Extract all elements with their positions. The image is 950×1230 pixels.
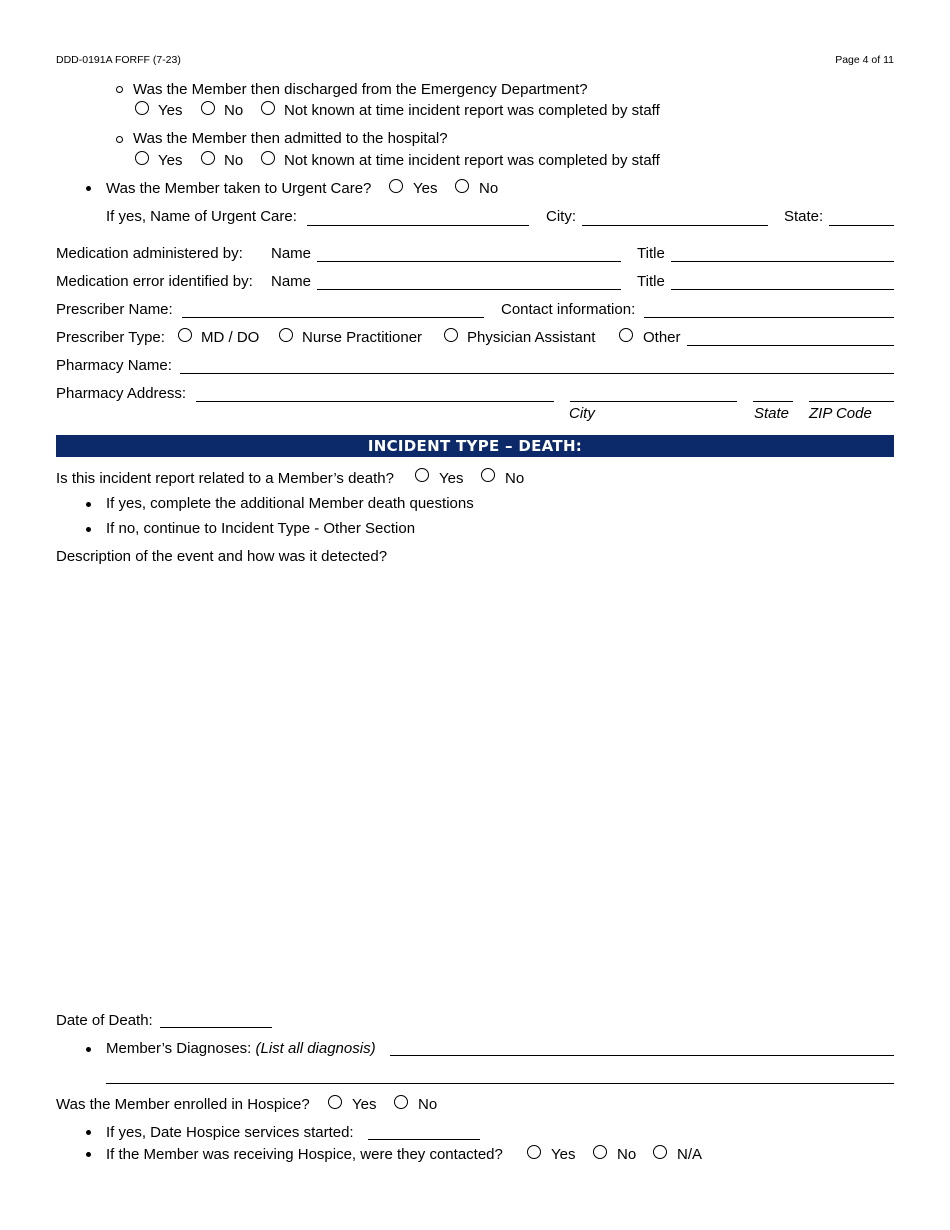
radio-label: Physician Assistant — [467, 329, 596, 346]
diagnoses-label: Member’s Diagnoses: — [106, 1040, 252, 1057]
radio-label: Not known at time incident report was completed by staff — [284, 152, 660, 169]
sub-bullet — [116, 136, 123, 143]
pharmacy-zip-field[interactable] — [809, 401, 894, 402]
prescriber-name-field[interactable] — [182, 317, 484, 318]
radio-label: Yes — [352, 1096, 377, 1113]
death-bullet-yes: If yes, complete the additional Member death questions — [106, 495, 474, 512]
hospital-admitted-no-radio[interactable] — [201, 151, 215, 165]
urgent-care-city-label: City: — [546, 208, 576, 225]
name-label: Name — [271, 245, 312, 262]
hospice-start-label: If yes, Date Hospice services started: — [106, 1124, 354, 1141]
urgent-care-name-label: If yes, Name of Urgent Care: — [106, 208, 297, 225]
radio-label: Yes — [158, 102, 183, 119]
contact-information-field[interactable] — [644, 317, 894, 318]
incident-type-death-banner: INCIDENT TYPE – DEATH: — [56, 435, 894, 457]
hospice-no-radio[interactable] — [394, 1095, 408, 1109]
city-caption: City — [569, 405, 595, 422]
medication-administered-label: Medication administered by: — [56, 245, 243, 262]
urgent-care-yes-radio[interactable] — [389, 179, 403, 193]
description-field[interactable] — [56, 573, 894, 1003]
prescriber-other-field[interactable] — [687, 345, 894, 346]
pharmacy-street-field[interactable] — [196, 401, 554, 402]
death-no-radio[interactable] — [481, 468, 495, 482]
radio-label: No — [479, 180, 499, 197]
title-label: Title — [637, 273, 665, 290]
radio-label: Nurse Practitioner — [302, 329, 423, 346]
pharmacy-name-label: Pharmacy Name: — [56, 357, 172, 374]
radio-label: No — [224, 102, 244, 119]
medication-error-title-field[interactable] — [671, 289, 894, 290]
radio-label: Yes — [413, 180, 438, 197]
sub-bullet — [116, 86, 123, 93]
hospice-contacted-yes-radio[interactable] — [527, 1145, 541, 1159]
diagnoses-label-group — [106, 1040, 376, 1058]
bullet — [86, 502, 91, 507]
radio-label: Yes — [158, 152, 183, 169]
prescriber-pa-radio[interactable] — [444, 328, 458, 342]
hospital-admitted-yes-radio[interactable] — [135, 151, 149, 165]
hospital-admitted-question: Was the Member then admitted to the hospital? — [133, 130, 448, 147]
bullet — [86, 1047, 91, 1052]
urgent-care-state-field[interactable] — [829, 225, 894, 226]
medication-error-name-field[interactable] — [317, 289, 621, 290]
prescriber-name-label: Prescriber Name: — [56, 301, 173, 318]
radio-label: MD / DO — [201, 329, 260, 346]
bullet — [86, 186, 91, 191]
medication-administered-title-field[interactable] — [671, 261, 894, 262]
date-of-death-label: Date of Death: — [56, 1012, 153, 1029]
radio-label: Not known at time incident report was completed by staff — [284, 102, 660, 119]
ed-discharged-no-radio[interactable] — [201, 101, 215, 115]
urgent-care-state-label: State: — [784, 208, 824, 225]
radio-label: Yes — [439, 470, 464, 487]
ed-discharged-yes-radio[interactable] — [135, 101, 149, 115]
prescriber-md-do-radio[interactable] — [178, 328, 192, 342]
urgent-care-question: Was the Member taken to Urgent Care? — [106, 180, 372, 197]
urgent-care-no-radio[interactable] — [455, 179, 469, 193]
diagnoses-field-line-2[interactable] — [106, 1083, 894, 1084]
bullet — [86, 1130, 91, 1135]
prescriber-type-label: Prescriber Type: — [56, 329, 165, 346]
radio-label: Other — [643, 329, 681, 346]
title-label: Title — [637, 245, 665, 262]
bullet — [86, 1152, 91, 1157]
date-of-death-field[interactable] — [160, 1027, 272, 1028]
ed-discharged-unknown-radio[interactable] — [261, 101, 275, 115]
hospice-question: Was the Member enrolled in Hospice? — [56, 1096, 310, 1113]
medication-administered-name-field[interactable] — [317, 261, 621, 262]
radio-label: No — [505, 470, 525, 487]
prescriber-other-radio[interactable] — [619, 328, 633, 342]
hospice-start-date-field[interactable] — [368, 1139, 480, 1140]
radio-label: No — [617, 1146, 637, 1163]
death-yes-radio[interactable] — [415, 468, 429, 482]
urgent-care-name-field[interactable] — [307, 225, 529, 226]
death-bullet-no: If no, continue to Incident Type - Other Section — [106, 520, 416, 537]
medication-error-label: Medication error identified by: — [56, 273, 253, 290]
diagnoses-hint: (List all diagnosis) — [255, 1040, 376, 1057]
hospital-admitted-unknown-radio[interactable] — [261, 151, 275, 165]
radio-label: N/A — [677, 1146, 703, 1163]
hospice-yes-radio[interactable] — [328, 1095, 342, 1109]
hospice-contacted-question: If the Member was receiving Hospice, were they contacted? — [106, 1146, 503, 1163]
urgent-care-city-field[interactable] — [582, 225, 768, 226]
description-label: Description of the event and how was it detected? — [56, 548, 388, 565]
zip-caption: ZIP Code — [809, 405, 872, 422]
hospice-contacted-na-radio[interactable] — [653, 1145, 667, 1159]
hospice-contacted-no-radio[interactable] — [593, 1145, 607, 1159]
contact-information-label: Contact information: — [501, 301, 636, 318]
state-caption: State — [754, 405, 790, 422]
pharmacy-state-field[interactable] — [753, 401, 793, 402]
prescriber-np-radio[interactable] — [279, 328, 293, 342]
pharmacy-address-label: Pharmacy Address: — [56, 385, 187, 402]
form-id: DDD-0191A FORFF (7-23) — [56, 54, 181, 66]
radio-label: No — [224, 152, 244, 169]
name-label: Name — [271, 273, 312, 290]
radio-label: No — [418, 1096, 438, 1113]
radio-label: Yes — [551, 1146, 576, 1163]
death-question: Is this incident report related to a Member’s death? — [56, 470, 394, 487]
diagnoses-field-line-1[interactable] — [390, 1055, 894, 1056]
pharmacy-city-field[interactable] — [570, 401, 737, 402]
ed-discharged-question: Was the Member then discharged from the Emergency Department? — [133, 81, 588, 98]
pharmacy-name-field[interactable] — [180, 373, 894, 374]
bullet — [86, 527, 91, 532]
page-number: Page 4 of 11 — [835, 54, 894, 66]
